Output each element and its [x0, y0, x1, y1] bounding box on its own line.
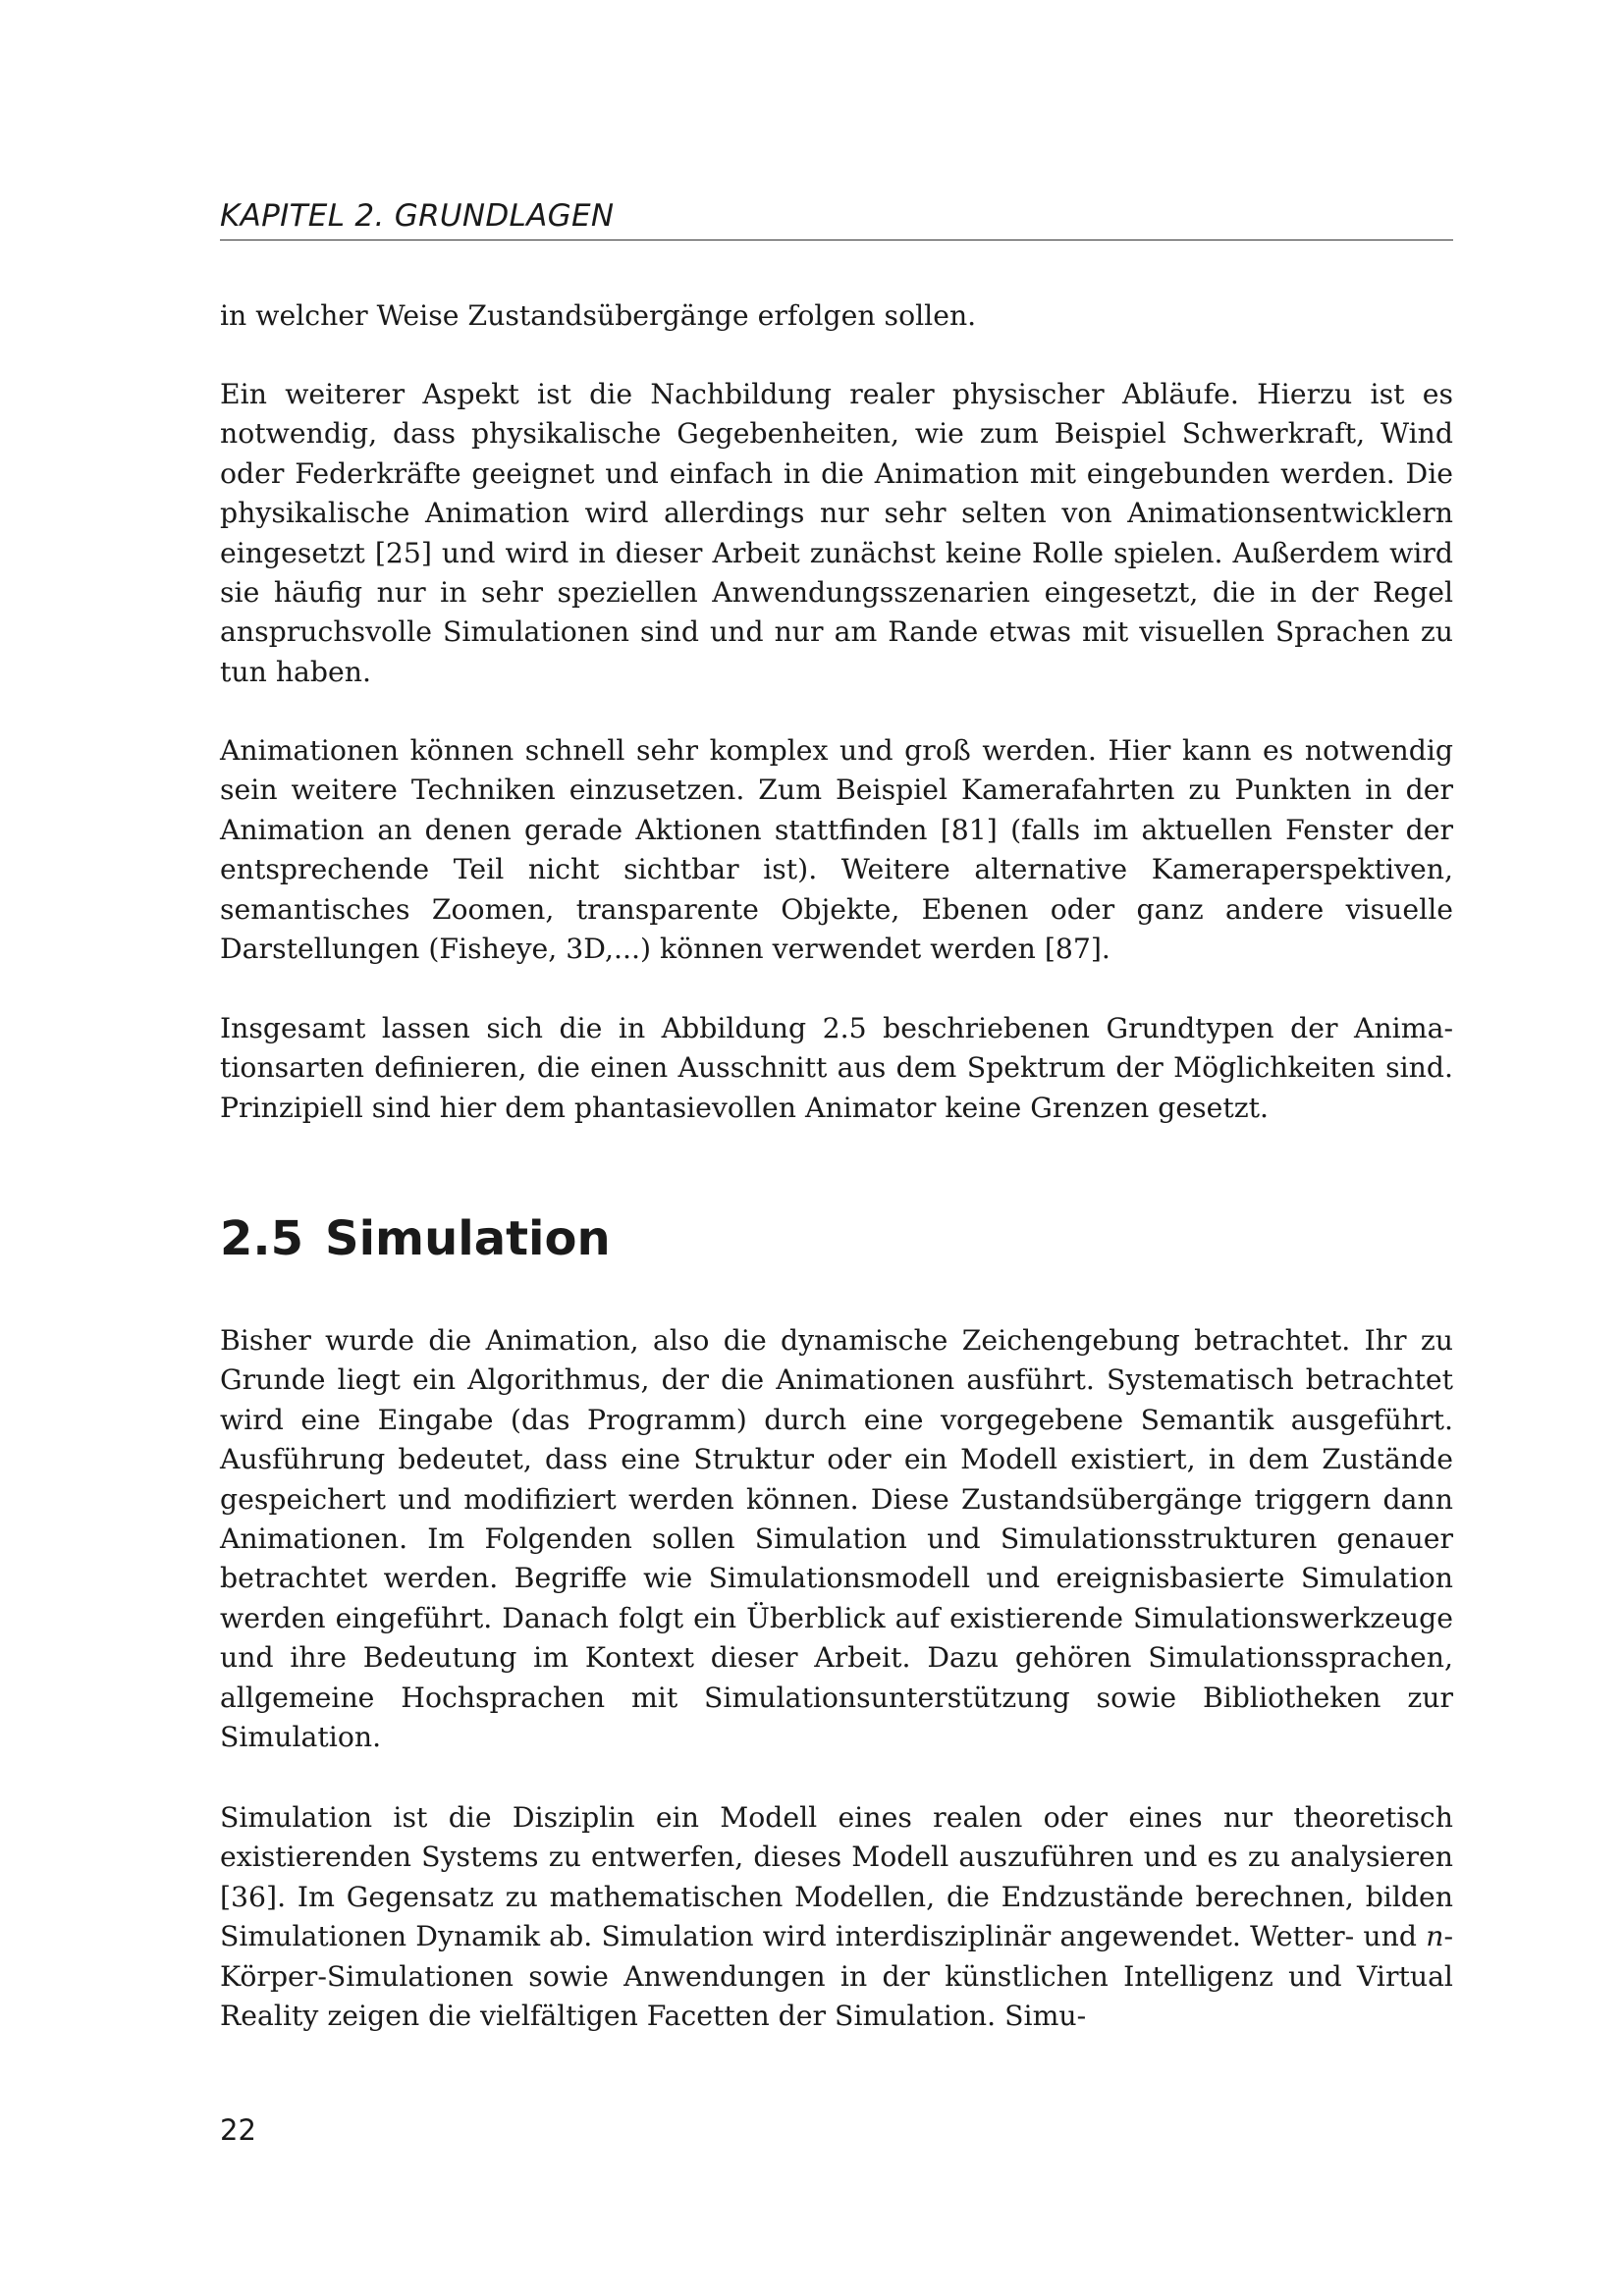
page-number: 22 — [220, 2113, 256, 2147]
paragraph-simulation-definition — [220, 1798, 1453, 2036]
section-number: 2.5 — [220, 1211, 304, 1266]
running-head: KAPITEL 2. GRUNDLAGEN — [220, 192, 1453, 240]
paragraph-animation-types: Insgesamt lassen sich die in Abbildung 2.5 beschriebenen Grundtypen der Animationsarten definieren, die einen Ausschnitt aus dem Spektrum der Möglichkeiten sind. Prinzipiell sind hier dem phantasievollen Animator keine Grenzen gesetzt. — [220, 1012, 1453, 1124]
paragraph-complex-animations: Animationen können schnell sehr komplex und groß werden. Hier kann es notwendig sein weitere Techniken einzusetzen. Zum Beispiel Kamerafahrten zu Punkten in der Animation an denen gerade Aktionen stattfinden [81] (falls im aktuellen Fenster der entsprechende Teil nicht sichtbar ist). Weitere alternative Kameraperspektiven, semantisches Zoomen, transparente Objekte, Ebenen oder ganz andere visuelle Darstellungen (Fisheye, 3D,...) können verwendet werden [87]. — [220, 734, 1453, 966]
section-heading — [220, 1209, 611, 1268]
paragraph-text: Simulation ist die Disziplin ein Modell eines realen oder eines nur theoretisch existierenden Systems zu entwerfen, dieses Modell auszuführen und es zu analysieren [36]. Im Gegensatz zu mathematischen Modellen, die Endzustände berechnen, bilden Simulationen Dynamik ab. Simulation wird interdisziplinär angewendet. Wetter- und — [220, 1801, 1453, 1953]
section-title: Simulation — [325, 1211, 611, 1266]
italic-variable: n — [1426, 1920, 1444, 1953]
paragraph-physical-animation: Ein weiterer Aspekt ist die Nachbildung realer physischer Abläufe. Hierzu ist es notwendig, dass physikalische Gegebenheiten, wie zum Beispiel Schwerkraft, Wind oder Federkräfte geeignet und einfach in die Animation mit eingebunden werden. Die physikalische Animation wird allerdings nur sehr selten von Animationsentwicklern eingesetzt [25] und wird in dieser Arbeit zunächst keine Rolle spielen. Außerdem wird sie häufig nur in sehr speziellen Anwendungsszenarien eingesetzt, die in der Regel anspruchsvolle Simulationen sind und nur am Rande etwas mit visuellen Sprachen zu tun haben. — [220, 378, 1453, 688]
paragraph-simulation-intro: Bisher wurde die Animation, also die dynamische Zeichengebung betrachtet. Ihr zu Grunde liegt ein Algorithmus, der die Animationen ausführt. Systematisch betrachtet wird eine Eingabe (das Programm) durch eine vorgegebene Semantik ausgeführt. Ausführung bedeutet, dass eine Struktur oder ein Modell existiert, in dem Zustände gespeichert und modifiziert werden können. Diese Zustandsübergänge triggern dann Animationen. Im Folgenden sollen Simulation und Simulationsstrukturen genauer betrachtet werden. Begriffe wie Simulationsmodell und ereignisbasierte Simulation werden eingeführt. Danach folgt ein Überblick auf existierende Simulationswerkzeuge und ihre Bedeutung im Kontext dieser Arbeit. Dazu gehören Simulationssprachen, allgemeine Hochsprachen mit Simulationsunterstützung sowie Bibliotheken zur Simulation. — [220, 1324, 1453, 1754]
paragraph-text: -Körper-Simulationen sowie Anwendungen in der künstlichen Intelligenz und Virtual Reality zeigen die vielfältigen Facetten der Simulation. Simu- — [220, 1920, 1453, 2033]
paragraph-continuation: in welcher Weise Zustandsübergänge erfolgen sollen. — [220, 299, 977, 332]
